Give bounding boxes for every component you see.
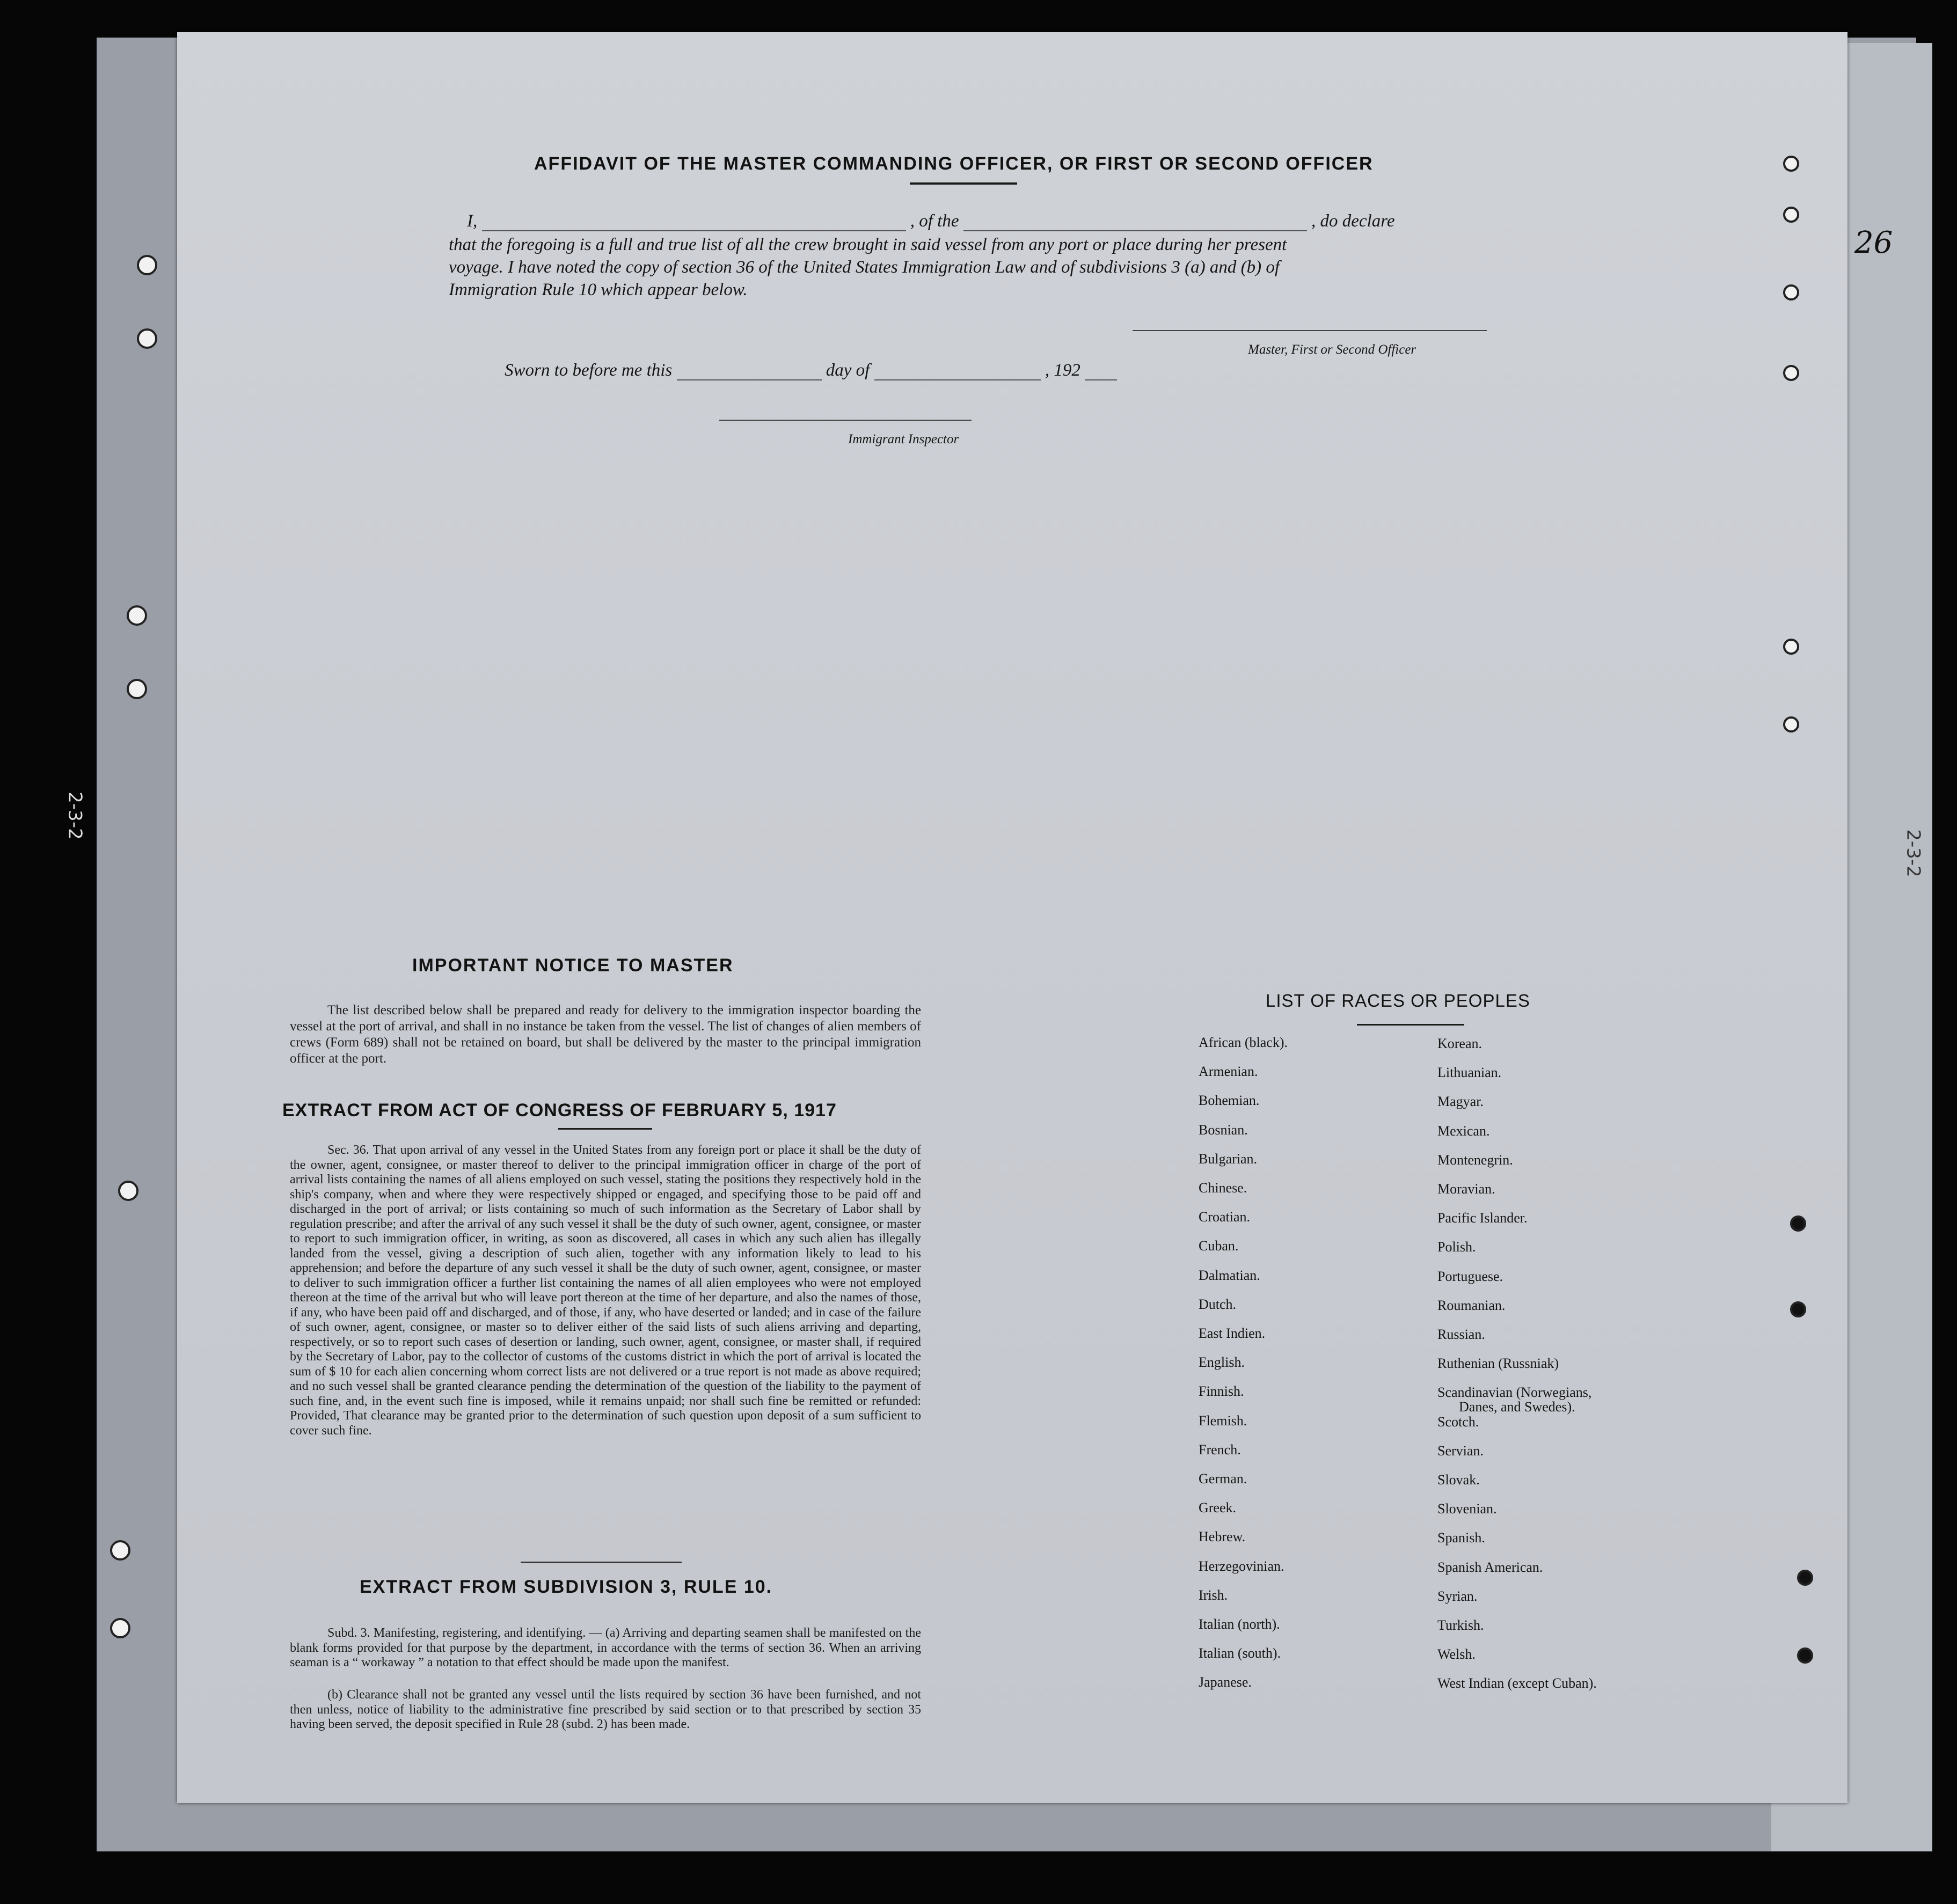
race-item: Lithuanian.: [1437, 1065, 1502, 1081]
race-item: Chinese.: [1199, 1180, 1247, 1196]
affidavit-title: AFFIDAVIT OF THE MASTER COMMANDING OFFICER, OR FIRST OR SECOND OFFICER: [534, 153, 1374, 174]
binder-hole: [1783, 284, 1799, 301]
binder-hole: [1790, 1301, 1806, 1317]
binder-hole: [110, 1540, 130, 1561]
binder-hole: [137, 255, 157, 275]
binder-hole: [1783, 207, 1799, 223]
race-item: Moravian.: [1437, 1181, 1495, 1197]
race-item: Scotch.: [1437, 1414, 1479, 1430]
race-item: English.: [1199, 1354, 1245, 1371]
side-note-left: 2-3-2: [64, 792, 86, 840]
binder-hole: [137, 328, 157, 349]
race-item: Spanish.: [1437, 1530, 1485, 1546]
master-signature-label: Master, First or Second Officer: [1248, 342, 1416, 357]
rule-text-b: (b) Clearance shall not be granted any vessel until the lists required by section 36 have been furnished, and not then unless, notice of liability to the administrative fine prescribed by said section or to that prescribed by section 35 having been served, the deposit specified in Rule 28 (subd. 2) has been made.: [290, 1688, 921, 1731]
sworn-line: [505, 361, 1117, 380]
vessel-name-field[interactable]: [963, 216, 1307, 231]
race-item: Hebrew.: [1199, 1529, 1246, 1545]
binder-hole: [118, 1181, 138, 1201]
declarant-prefix: I,: [467, 211, 478, 231]
affidavit-line-4: Immigration Rule 10 which appear below.: [449, 280, 748, 299]
race-item: German.: [1199, 1471, 1247, 1486]
race-item: Herzegovinian.: [1199, 1558, 1284, 1574]
race-item: Japanese.: [1199, 1674, 1252, 1690]
act-title: EXTRACT FROM ACT OF CONGRESS OF FEBRUARY 5, 1917: [282, 1100, 837, 1121]
race-item: Welsh.: [1437, 1646, 1476, 1663]
act-text: Sec. 36. That upon arrival of any vessel in the United States from any foreign port or place it shall be the duty of the owner, agent, consignee, or master thereof to deliver to the principal immigration officer in charge of the port of arrival lists containing the names of all aliens employed on such vessel, stating the positions they respectively hold in the ship's company, when and where they were respectively shipped or engaged, and specifying those to be paid off and discharged in the port of arrival; or lists containing so much of such information as the Secretary of Labor shall by regulation prescribe; and after the arrival of any such vessel it shall be the duty of such owner, agent, consignee, or master to report to such immigration officer, in writing, as soon as discovered, all cases in which any such alien has illegally landed from the vessel, giving a description of such alien, together with any information likely to lead to his apprehension; and before the departure of any such vessel it shall be the duty of such owner, agent, consignee, or master to deliver to such immigration officer a further list containing the names of all alien employees who were not employed thereon at the time of the arrival but who will leave port thereon at the time of her departure, and also the names of those, if any, who have been paid off and discharged, and of those, if any, who have deserted or landed; and in case of the failure of such owner, agent, consignee, or master so to deliver either of the said lists of such aliens arriving and departing, respectively, or so to report such cases of desertion or landing, such owner, agent, consignee, or master shall, if required by the Secretary of Labor, pay to the collector of customs of the customs district in which the port of arrival is located the sum of $ 10 for each alien concerning whom correct lists are not delivered or a true report is not made as above required; and no such vessel shall be granted clearance pending the determination of the question of the liability to the payment of such fine, and, in the event such fine is imposed, while it remains unpaid; nor shall such fine be remitted or refunded: Provided, That clearance may be granted prior to the determination of such question upon deposit of a sum sufficient to cover such fine.: [290, 1143, 921, 1438]
rule-text-a: Subd. 3. Manifesting, registering, and identifying. — (a) Arriving and departing seamen shall be manifested on the blank forms provided for that purpose by the department, in accordance with the terms of section 36. When an arriving seaman is a “ workaway ” a notation to that effect should be made upon the manifest.: [290, 1626, 921, 1669]
inspector-label: Immigrant Inspector: [848, 432, 959, 446]
race-item: Irish.: [1199, 1587, 1228, 1603]
sworn-day-field[interactable]: [677, 365, 822, 380]
binder-hole: [127, 679, 147, 699]
rule-title: EXTRACT FROM SUBDIVISION 3, RULE 10.: [360, 1577, 773, 1597]
sworn-month-field[interactable]: [874, 365, 1041, 380]
act-title-rule: [558, 1128, 652, 1130]
race-item: Scandinavian (Norwegians,: [1437, 1385, 1592, 1401]
year-label: , 192: [1045, 361, 1080, 380]
race-item: Italian (south).: [1199, 1645, 1281, 1661]
race-item: Polish.: [1437, 1239, 1476, 1255]
race-item: Korean.: [1437, 1036, 1483, 1051]
binder-hole: [1783, 639, 1799, 655]
race-item: Slovak.: [1437, 1472, 1480, 1488]
race-item: Croatian.: [1199, 1209, 1251, 1225]
declarant-name-field[interactable]: [482, 216, 906, 231]
race-item: Dutch.: [1199, 1296, 1237, 1312]
race-item: Russian.: [1437, 1327, 1485, 1342]
race-item: Ruthenian (Russniak): [1437, 1356, 1559, 1372]
race-item: Magyar.: [1437, 1094, 1484, 1110]
race-item: Mexican.: [1437, 1123, 1490, 1139]
binder-hole: [127, 605, 147, 626]
binder-hole: [110, 1618, 130, 1638]
section-divider: [521, 1562, 682, 1563]
binder-hole: [1797, 1570, 1813, 1586]
race-item: Roumanian.: [1437, 1297, 1506, 1313]
race-item: West Indian (except Cuban).: [1437, 1675, 1597, 1691]
race-item: Slovenian.: [1437, 1501, 1497, 1517]
race-item: Italian (north).: [1199, 1616, 1280, 1632]
binder-hole: [1783, 156, 1799, 172]
race-item: Greek.: [1199, 1500, 1237, 1516]
affidavit-line-1: [467, 211, 1394, 231]
race-item: Finnish.: [1199, 1383, 1244, 1400]
document-page: [177, 32, 1848, 1803]
affidavit-title-rule: [910, 182, 1017, 185]
sworn-prefix: Sworn to before me this: [505, 361, 673, 380]
race-item: Bulgarian.: [1199, 1151, 1258, 1167]
race-item: Spanish American.: [1437, 1559, 1543, 1575]
race-item: Bohemian.: [1199, 1093, 1260, 1109]
day-of-label: day of: [826, 361, 870, 380]
race-item: Montenegrin.: [1437, 1152, 1513, 1168]
race-item: Bosnian.: [1199, 1122, 1248, 1138]
affidavit-line-3: voyage. I have noted the copy of section 36 of the United States Immigration Law and of subdivisions 3 (a) and (b) of: [449, 258, 1280, 277]
of-the-label: , of the: [910, 211, 959, 231]
binder-hole: [1797, 1647, 1813, 1664]
notice-title: IMPORTANT NOTICE TO MASTER: [412, 955, 734, 976]
sworn-year-field[interactable]: [1085, 365, 1117, 380]
inspector-signature-line[interactable]: [719, 420, 972, 421]
race-item: Pacific Islander.: [1437, 1210, 1528, 1226]
master-signature-line[interactable]: [1133, 330, 1487, 331]
binder-hole: [1783, 365, 1799, 381]
race-item: Syrian.: [1437, 1588, 1478, 1604]
race-item: Dalmatian.: [1199, 1267, 1260, 1283]
race-item: Danes, and Swedes).: [1459, 1399, 1575, 1415]
side-note-right: 2-3-2: [1902, 829, 1924, 877]
page-number: 26: [1854, 225, 1893, 260]
binder-hole: [1783, 716, 1799, 733]
affidavit-line-2: that the foregoing is a full and true list of all the crew brought in said vessel from any port or place during her present: [449, 235, 1287, 254]
notice-text: The list described below shall be prepared and ready for delivery to the immigration inspector boarding the vessel at the port of arrival, and shall in no instance be taken from the vessel. The list of changes of alien members of crews (Form 689) shall not be retained on board, but shall be delivered by the master to the principal immigration officer at the port.: [290, 1003, 921, 1066]
race-item: Turkish.: [1437, 1617, 1484, 1633]
race-item: Flemish.: [1199, 1412, 1247, 1429]
races-title: LIST OF RACES OR PEOPLES: [1266, 991, 1530, 1010]
do-declare-label: , do declare: [1311, 211, 1395, 231]
race-item: Servian.: [1437, 1442, 1484, 1459]
race-item: French.: [1199, 1441, 1241, 1458]
race-item: Portuguese.: [1437, 1268, 1503, 1284]
race-item: African (black).: [1199, 1035, 1288, 1050]
races-title-rule: [1357, 1024, 1464, 1026]
race-item: East Indien.: [1199, 1326, 1266, 1341]
race-item: Cuban.: [1199, 1238, 1239, 1254]
binder-hole: [1790, 1215, 1806, 1232]
race-item: Armenian.: [1199, 1064, 1258, 1080]
